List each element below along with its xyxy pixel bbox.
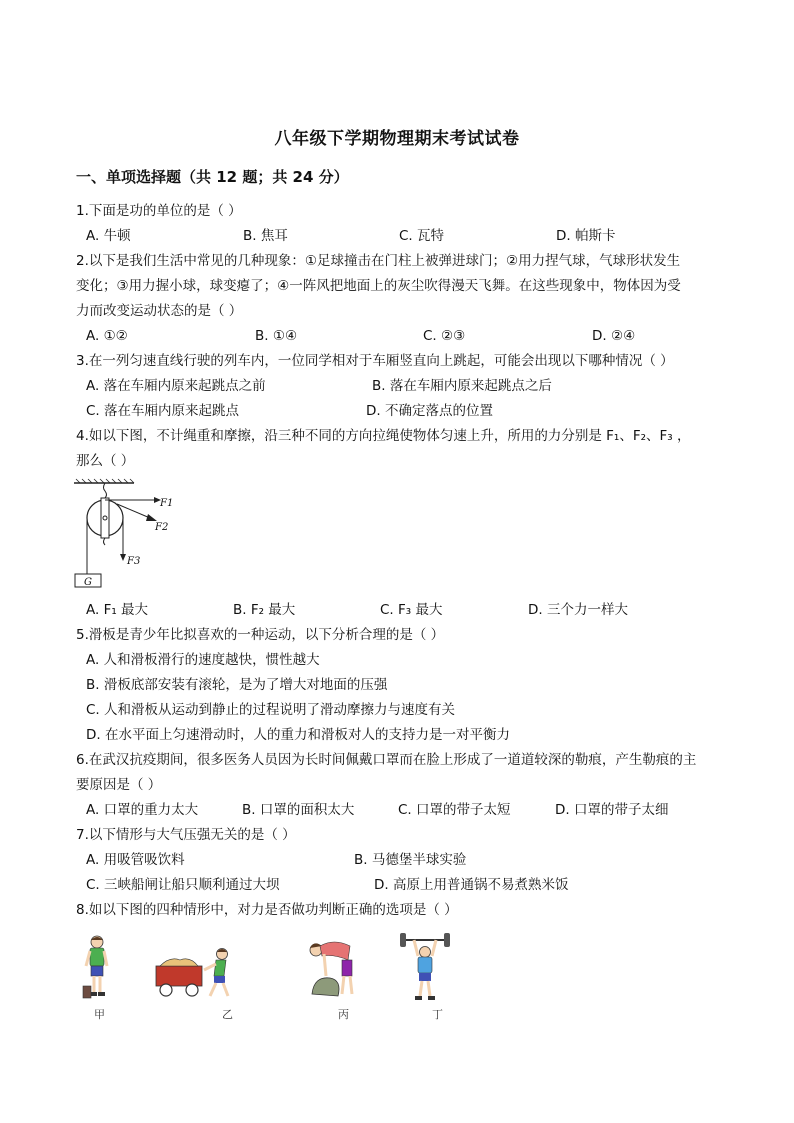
- question-3-option-c: C. 落在车厢内原来起跳点: [86, 403, 240, 419]
- question-4-stem-line-1: 4.如以下图，不计绳重和摩擦，沿三种不同的方向拉绳使物体匀速上升，所用的力分别是 F₁、F₂、F₃ ，: [76, 428, 691, 444]
- question-8-stem: 8.如以下图的四种情形中，对力是否做功判断正确的选项是（ ）: [76, 902, 458, 918]
- question-2-option-a: A. ①②: [86, 328, 128, 344]
- hook: [104, 483, 107, 498]
- question-2-stem-line-1: 2.以下是我们生活中常见的几种现象：①足球撞击在门柱上被弹进球门；②用力捏气球，气球形状发生: [76, 253, 681, 269]
- figure-jia-standing-person: [80, 934, 116, 1004]
- figure-caption-ding: 丁: [432, 1008, 443, 1021]
- figure-caption-bing: 丙: [338, 1008, 349, 1021]
- question-4-option-c: C. F₃ 最大: [380, 602, 443, 618]
- force-f2-label: F2: [155, 522, 169, 533]
- question-5-option-b: B. 滑板底部安装有滚轮，是为了增大对地面的压强: [86, 677, 388, 693]
- question-1-stem: 1.下面是功的单位的是（ ）: [76, 203, 242, 219]
- question-4-option-d: D. 三个力一样大: [528, 602, 628, 618]
- figure-bing-lifting-sack: [304, 936, 362, 1002]
- question-4-option-b: B. F₂ 最大: [233, 602, 296, 618]
- pulley-diagram: [72, 478, 176, 590]
- section-heading: 一、单项选择题（共 12 题；共 24 分）: [76, 168, 349, 186]
- question-7-stem: 7.以下情形与大气压强无关的是（ ）: [76, 827, 296, 843]
- question-3-option-d: D. 不确定落点的位置: [366, 403, 493, 419]
- pulley-frame: [101, 498, 109, 538]
- question-6-option-d: D. 口罩的带子太细: [555, 802, 669, 818]
- question-7-option-d: D. 高原上用普通锅不易煮熟米饭: [374, 877, 569, 893]
- question-2-stem-line-3: 力而改变运动状态的是（ ）: [76, 303, 243, 319]
- figure-caption-jia: 甲: [94, 1008, 105, 1021]
- page-title: 八年级下学期物理期末考试试卷: [274, 129, 520, 149]
- weight-label: G: [84, 577, 92, 588]
- question-6-option-c: C. 口罩的带子太短: [398, 802, 511, 818]
- question-3-option-a: A. 落在车厢内原来起跳点之前: [86, 378, 266, 394]
- question-4-option-a: A. F₁ 最大: [86, 602, 149, 618]
- question-2-stem-line-2: 变化；③用力握小球，球变瘪了；④一阵风把地面上的灰尘吹得漫天飞舞。在这些现象中，物体因为受: [76, 278, 681, 294]
- figure-caption-yi: 乙: [222, 1008, 233, 1021]
- force-f3-label: F3: [127, 556, 141, 567]
- question-1-option-c: C. 瓦特: [399, 228, 445, 244]
- figure-ding-holding-barbell: [398, 930, 452, 1002]
- question-6-option-a: A. 口罩的重力太大: [86, 802, 199, 818]
- question-5-option-c: C. 人和滑板从运动到静止的过程说明了滑动摩擦力与速度有关: [86, 702, 456, 718]
- question-2-option-c: C. ②③: [423, 328, 466, 344]
- question-7-option-a: A. 用吸管吸饮料: [86, 852, 185, 868]
- question-6-stem-line-2: 要原因是（ ）: [76, 777, 162, 793]
- force-f3-arrowhead: [120, 554, 126, 561]
- question-7-option-b: B. 马德堡半球实验: [354, 852, 467, 868]
- ceiling-hatch: [74, 479, 134, 483]
- question-7-option-c: C. 三峡船闸让船只顺利通过大坝: [86, 877, 280, 893]
- question-3-stem: 3.在一列匀速直线行驶的列车内，一位同学相对于车厢竖直向上跳起，可能会出现以下哪种情况（ ）: [76, 353, 674, 369]
- question-6-option-b: B. 口罩的面积太大: [242, 802, 355, 818]
- force-f2-arrowhead: [146, 514, 157, 521]
- question-1-option-d: D. 帕斯卡: [556, 228, 616, 244]
- question-1-option-a: A. 牛顿: [86, 228, 131, 244]
- question-5-stem: 5.滑板是青少年比拟喜欢的一种运动，以下分析合理的是（ ）: [76, 627, 445, 643]
- force-f1-label: F1: [160, 498, 174, 509]
- question-2-option-b: B. ①④: [255, 328, 298, 344]
- figure-yi-pushing-cart: [152, 944, 242, 1000]
- question-5-option-d: D. 在水平面上匀速滑动时，人的重力和滑板对人的支持力是一对平衡力: [86, 727, 510, 743]
- question-4-stem-line-2: 那么（ ）: [76, 453, 135, 469]
- question-6-stem-line-1: 6.在武汉抗疫期间，很多医务人员因为长时间佩戴口罩而在脸上形成了一道道较深的勒痕，产生勒痕的主: [76, 752, 697, 768]
- question-2-option-d: D. ②④: [592, 328, 636, 344]
- question-5-option-a: A. 人和滑板滑行的速度越快，惯性越大: [86, 652, 320, 668]
- question-3-option-b: B. 落在车厢内原来起跳点之后: [372, 378, 552, 394]
- question-1-option-b: B. 焦耳: [243, 228, 288, 244]
